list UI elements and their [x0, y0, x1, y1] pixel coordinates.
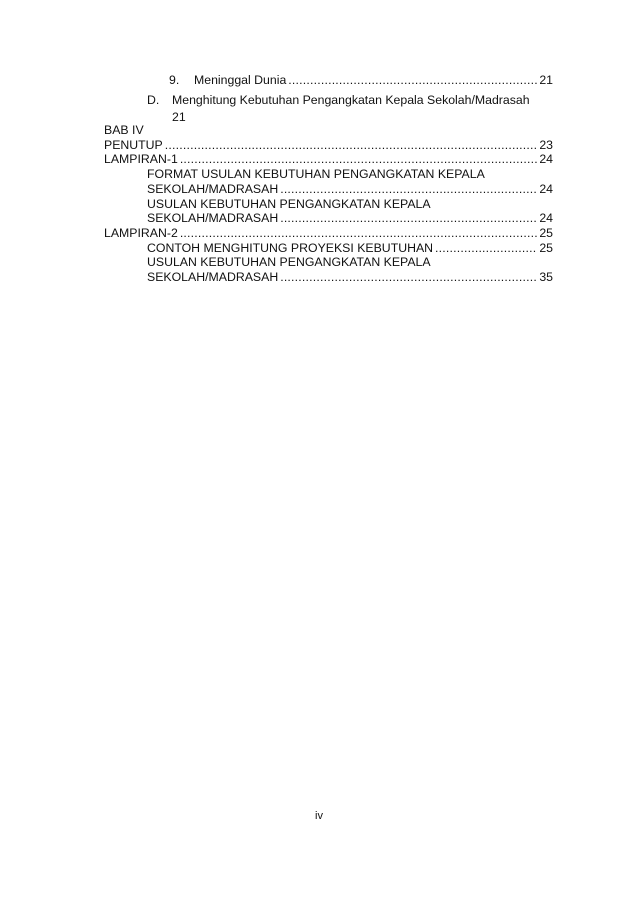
toc-entry-title: Menghitung Kebutuhan Pengangkatan Kepala Sekolah/Madrasah — [172, 93, 530, 107]
toc-entry-meninggal-dunia[interactable] — [169, 72, 553, 88]
toc-entry-title: SEKOLAH/MADRASAH — [147, 211, 279, 225]
toc-page-number: 25 — [539, 226, 553, 240]
toc-chapter-heading[interactable]: BAB IV — [104, 123, 144, 137]
toc-page-number: 24 — [539, 211, 553, 225]
toc-page-number: 25 — [539, 241, 553, 255]
dot-leader — [435, 240, 537, 256]
toc-entry-usulan-2[interactable] — [147, 269, 553, 285]
toc-entry-title: LAMPIRAN-2 — [104, 226, 178, 240]
toc-entry-lampiran-1[interactable] — [104, 151, 553, 167]
toc-entry-usulan-line1[interactable]: USULAN KEBUTUHAN PENGANGKATAN KEPALA — [147, 197, 431, 211]
toc-entry-title: SEKOLAH/MADRASAH — [147, 270, 279, 284]
toc-entry-format-usulan[interactable] — [147, 181, 553, 197]
dot-leader — [180, 225, 538, 241]
toc-entry-menghitung-kebutuhan[interactable] — [147, 92, 530, 108]
toc-entry-title: LAMPIRAN-1 — [104, 152, 178, 166]
toc-page-number: 24 — [539, 152, 553, 166]
dot-leader — [280, 181, 537, 197]
toc-page-number: 35 — [539, 270, 553, 284]
toc-page-number: 21 — [539, 73, 553, 87]
dot-leader — [288, 72, 537, 88]
toc-entry-usulan[interactable] — [147, 210, 553, 226]
dot-leader — [180, 151, 538, 167]
toc-entry-lampiran-2[interactable] — [104, 225, 553, 241]
toc-entry-title: SEKOLAH/MADRASAH — [147, 182, 279, 196]
toc-entry-number: D. — [147, 93, 160, 107]
toc-entry-usulan-2-line1[interactable]: USULAN KEBUTUHAN PENGANGKATAN KEPALA — [147, 255, 431, 269]
toc-entry-title: Meninggal Dunia — [194, 73, 287, 87]
toc-page-number: 24 — [539, 182, 553, 196]
toc-entry-number: 9. — [169, 73, 180, 87]
toc-entry-title: PENUTUP — [104, 138, 163, 152]
toc-page-number: 23 — [539, 138, 553, 152]
toc-page-number: 21 — [172, 110, 186, 124]
dot-leader — [280, 269, 537, 285]
toc-entry-format-usulan-line1[interactable]: FORMAT USULAN KEBUTUHAN PENGANGKATAN KEPALA — [147, 167, 485, 181]
page-footer-number: iv — [315, 810, 323, 822]
dot-leader — [280, 210, 537, 226]
toc-entry-title: CONTOH MENGHITUNG PROYEKSI KEBUTUHAN — [147, 241, 434, 255]
